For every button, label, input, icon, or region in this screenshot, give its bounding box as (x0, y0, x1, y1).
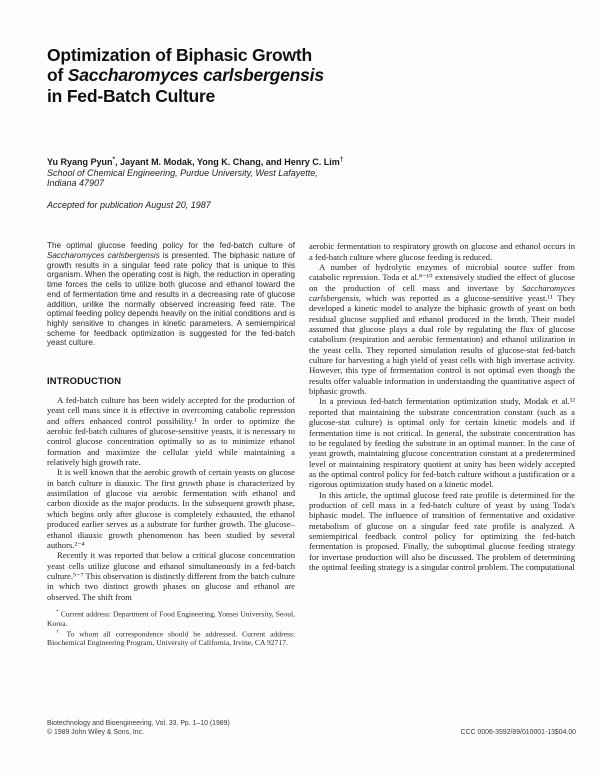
abstract-species-name: Saccharomyces carlsbergensis (47, 251, 160, 261)
footnote-current-address (47, 608, 295, 628)
footnote-star-mark: * (56, 608, 59, 615)
intro-paragraph-3-continued: aerobic fermentation to respiratory growth on glucose and ethanol occurs in a fed-batch culture where glucose feeding is reduced. (309, 241, 575, 262)
author-name-first: Yu Ryang Pyun (47, 156, 113, 167)
intro-paragraph-6: In this article, the optimal glucose feed rate profile is determined for the production of cell mass in a fed-batch culture of yeast by using Toda's biphasic model. The influence of transition of fermentative and oxidative metabolism of glucose on a singular feed rate profile is analyzed. A semiempirical feedback control policy for optimizing the fed-batch fermentation is proposed. Finally, the suboptimal glucose feeding strategy for invertase production will also be discussed. The problem of determining the optimal feeding strategy is a singular control problem. The computational (309, 489, 575, 572)
author-footnote-star: * (112, 155, 116, 163)
abstract-text (47, 241, 295, 348)
author-names-rest: , Jayant M. Modak, Yong K. Chang, and Henry C. Lim (115, 156, 340, 167)
page-title (47, 45, 575, 106)
intro-paragraph-1: A fed-batch culture has been widely accepted for the production of yeast cell mass since it is effective in overcoming catabolic repression and offers enhanced control possibility.¹ In order to optimize the aerobic fed-batch cultures of glucose-sensitive yeasts, it is necessary to control glucose concentration optimally so as to minimize ethanol formation and maximize the cellular yield while maintaining a relatively high growth rate. (47, 395, 295, 468)
footnote-1-text: Current address: Department of Food Engineering, Yonsei University, Seoul, Korea. (47, 609, 295, 628)
footnotes-block (47, 608, 295, 647)
two-column-body (47, 241, 575, 647)
abstract-part1: The optimal glucose feeding policy for the fed-batch culture of (47, 241, 295, 251)
abstract-part2: is presented. The biphasic nature of growth results in a singular feed rate policy that is unique to this organism. When the operating cost is high, the reduction in operating time forces the cells to utilize both glucose and ethanol toward the end of fermentation time and results in a decreasing rate of glucose addition, unlike the normally observed increasing feed rate. The optimal feeding policy depends heavily on the initial conditions and is highly sensitive to changes in kinetic parameters. A semiempirical scheme for feedback optimization is suggested for the fed-batch yeast culture. (47, 251, 296, 348)
footer-ccc-code: CCC 0006-3592/89/010001-13$04.00 (460, 729, 576, 736)
byline-block (47, 155, 575, 210)
affiliation: School of Chemical Engineering, Purdue University, West Lafayette, Indiana 47907 (47, 167, 318, 189)
left-column (47, 241, 295, 647)
page-footer (47, 719, 576, 737)
footnote-correspondence (47, 628, 295, 648)
title-line1: Optimization of Biphasic Growth (47, 44, 313, 65)
right-column (309, 241, 575, 647)
title-line2-prefix: of (47, 65, 68, 86)
intro-paragraph-4 (309, 262, 575, 396)
paragraph-4-part1: A number of hydrolytic enzymes of microbial source suffer from catabolic repression. Toda et al.⁸⁻¹⁰ extensively studied the effect of glucose on the production of cell mass and invertase by (309, 262, 575, 293)
paragraph-4-species-name: Saccharomyces carlsbergensis (309, 282, 575, 304)
title-line3: in Fed-Batch Culture (47, 85, 216, 106)
intro-paragraph-2: It is well known that the aerobic growth of certain yeasts on glucose in batch culture is diauxic. The first growth phase is characterized by assimilation of glucose via aerobic fermentation with ethanol and carbon dioxide as the major products. In the subsequent growth phase, which begins only after glucose is completely exhausted, the ethanol produced earlier serves as a substrate for further growth. The glucose–ethanol diauxic growth phenomenon has been studied by several authors.²⁻⁴ (47, 467, 295, 550)
intro-paragraph-5: In a previous fed-batch fermentation optimization study, Modak et al.¹² reported that maintaining the substrate concentration constant (such as a glucose-stat culture) is optimal only for certain kinetic models and if fermentation time is not critical. In general, the substrate concentration has to be regulated by feeding the substrate in an optimal manner. In the case of yeast growth, maintaining glucose concentration constant at a predetermined level or maintaining respiratory quotient at unity has been widely accepted as the optimal control policy for fed-batch culture without a justification or a rigorous optimization study based on a kinetic model. (309, 396, 575, 490)
authors-line (47, 155, 575, 168)
footnote-dagger-mark: † (56, 628, 62, 635)
intro-paragraph-3: Recently it was reported that below a critical glucose concentration yeast cells utilize glucose and ethanol simultaneously in a fed-batch culture.⁵⁻⁷ This observation is distinctly different from the batch culture in which two distinct growth phases on glucose and ethanol are observed. The shift from (47, 550, 295, 602)
footer-journal-line: Biotechnology and Bioengineering, Vol. 33, Pp. 1–10 (1989) (47, 720, 230, 727)
accepted-note: Accepted for publication August 20, 1987 (47, 199, 211, 210)
paragraph-4-part2: , which was reported as a glucose-sensitive yeast.¹¹ They developed a kinetic model to analyze the biphasic growth of yeast on both residual glucose supplied and ethanol produced in the broth. Their model assumed that glucose plays a dual role by regulating the flux of glucose catabolism (respiration and aerobic fermentation) and ethanol utilization in the yeast cells. They reported simulation results of glucose-stat fed-batch culture for harvesting a high yield of yeast cells with high invertase activity. However, this type of fermentation control is not optimal even though the results offer valuable information in understanding the quantitative aspect of biphasic growth. (309, 293, 575, 397)
footer-copyright-line: © 1989 John Wiley & Sons, Inc. (47, 729, 145, 736)
footnote-2-text: To whom all correspondence should be addressed. Current address: Biochemical Engineering Program, University of California, Irvine, CA 92717. (47, 629, 295, 648)
title-species-name: Saccharomyces carlsbergensis (67, 65, 324, 86)
footer-journal-info (47, 719, 230, 737)
author-footnote-dagger: † (339, 155, 344, 163)
introduction-heading: INTRODUCTION (47, 375, 122, 387)
